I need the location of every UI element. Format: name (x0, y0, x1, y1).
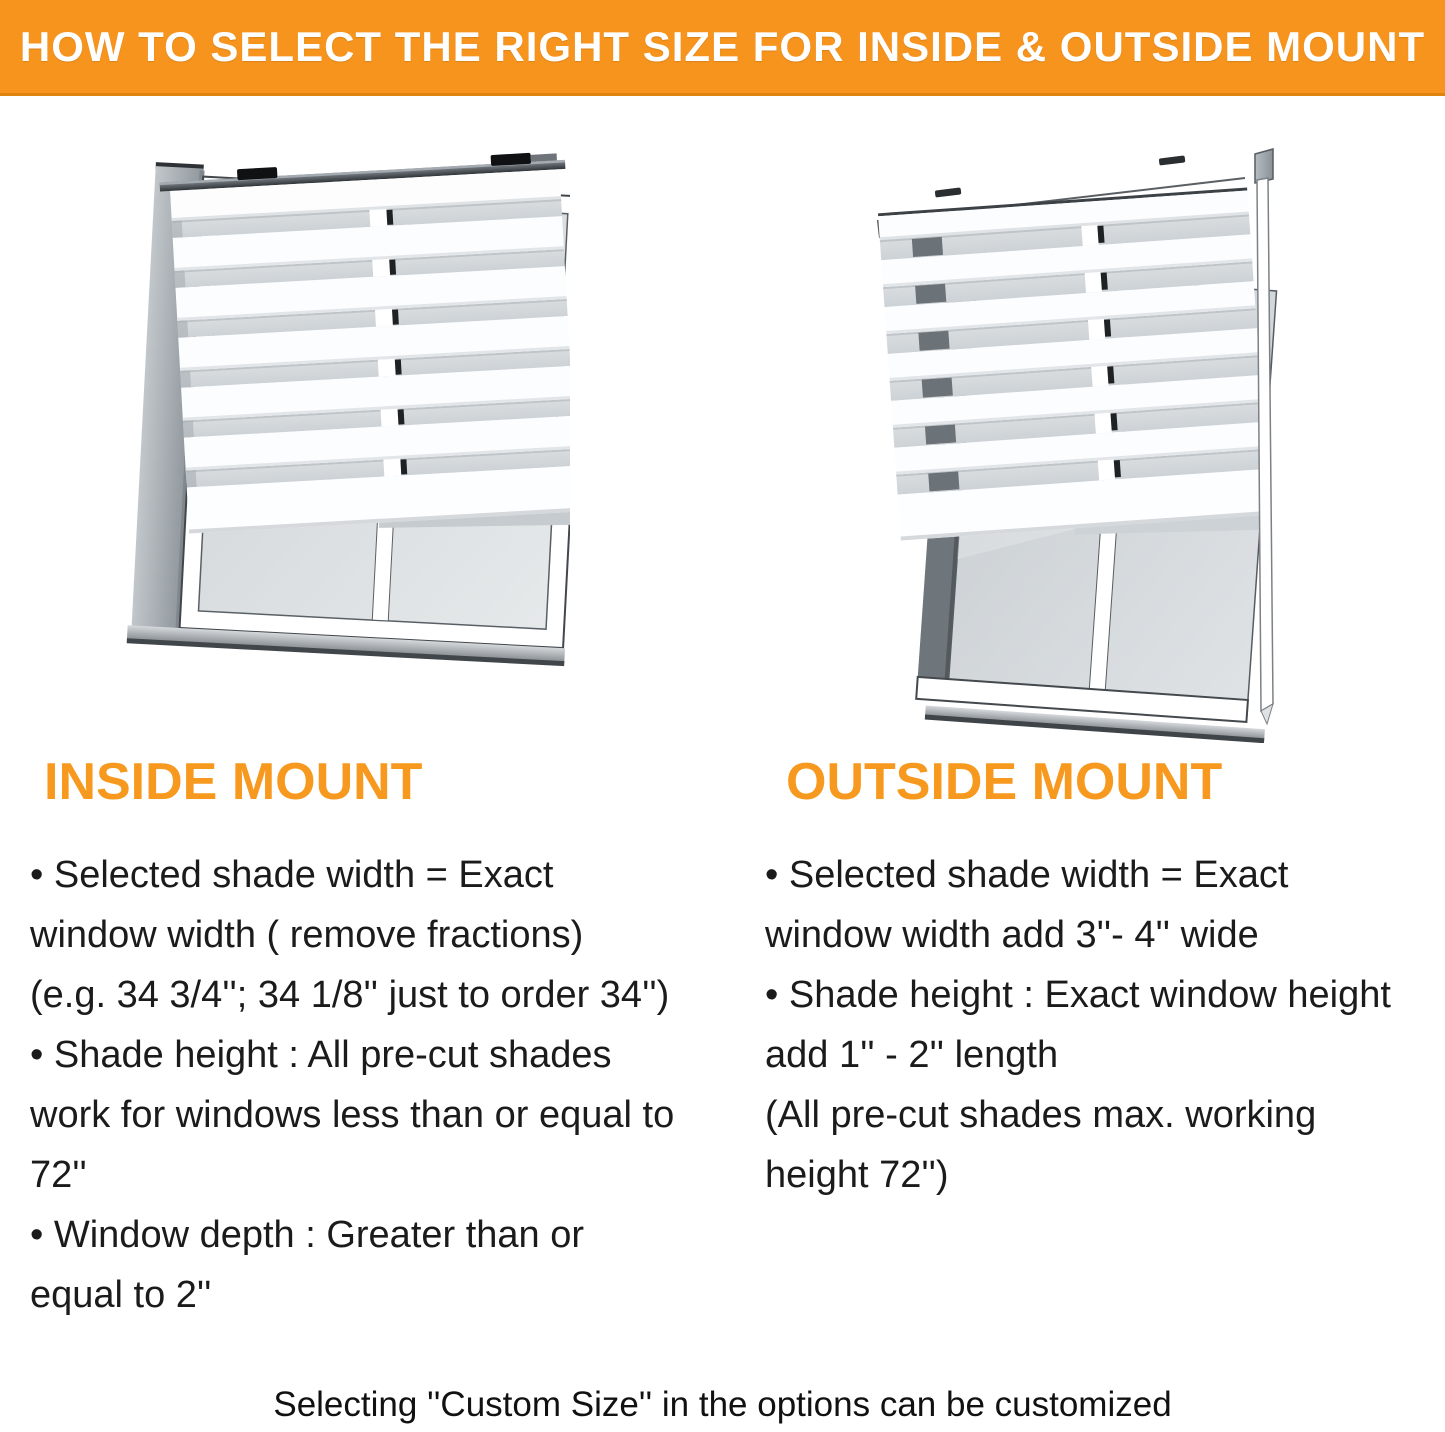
spec-line: (All pre-cut shades max. working (765, 1094, 1317, 1136)
zebra-shade (159, 151, 570, 547)
spec-line: work for windows less than or equal to (30, 1094, 675, 1136)
banner-title: HOW TO SELECT THE RIGHT SIZE FOR INSIDE & OUTSIDE MOUNT (19, 22, 1426, 70)
spec-line: (e.g. 34 3/4''; 34 1/8'' just to order 34'') (30, 974, 670, 1016)
end-bracket (1255, 149, 1273, 183)
spec-line: window width add 3''- 4'' wide (765, 914, 1259, 956)
spec-line: • Window depth : Greater than or (30, 1214, 585, 1256)
inside-mount-specs (30, 845, 730, 1325)
spec-line: • Selected shade width = Exact (30, 854, 554, 896)
inside-mount-illustration (120, 140, 570, 710)
screw-mark (1159, 155, 1186, 165)
outside-mount-specs (765, 845, 1445, 1205)
outside-mount-illustration (853, 128, 1293, 743)
inside-mount-heading: INSIDE MOUNT (44, 753, 423, 811)
zebra-shade (878, 188, 1271, 556)
custom-size-note: Selecting ''Custom Size'' in the options can be customized (273, 1385, 1172, 1424)
outside-mount-heading: OUTSIDE MOUNT (786, 753, 1223, 811)
spec-line: add 1'' - 2'' length (765, 1034, 1059, 1076)
mounting-bracket (491, 153, 532, 166)
screw-mark (935, 187, 962, 197)
spec-line: window width ( remove fractions) (30, 914, 584, 956)
spec-line: • Shade height : Exact window height (765, 974, 1391, 1016)
mounting-bracket (237, 167, 278, 180)
spec-line: • Selected shade width = Exact (765, 854, 1289, 896)
spec-line: equal to 2'' (30, 1274, 212, 1316)
window-right-frame (1257, 178, 1273, 724)
spec-line: • Shade height : All pre-cut shades (30, 1034, 612, 1076)
spec-line: height 72'') (765, 1154, 949, 1196)
spec-line: 72'' (30, 1154, 87, 1196)
banner (0, 0, 1445, 96)
